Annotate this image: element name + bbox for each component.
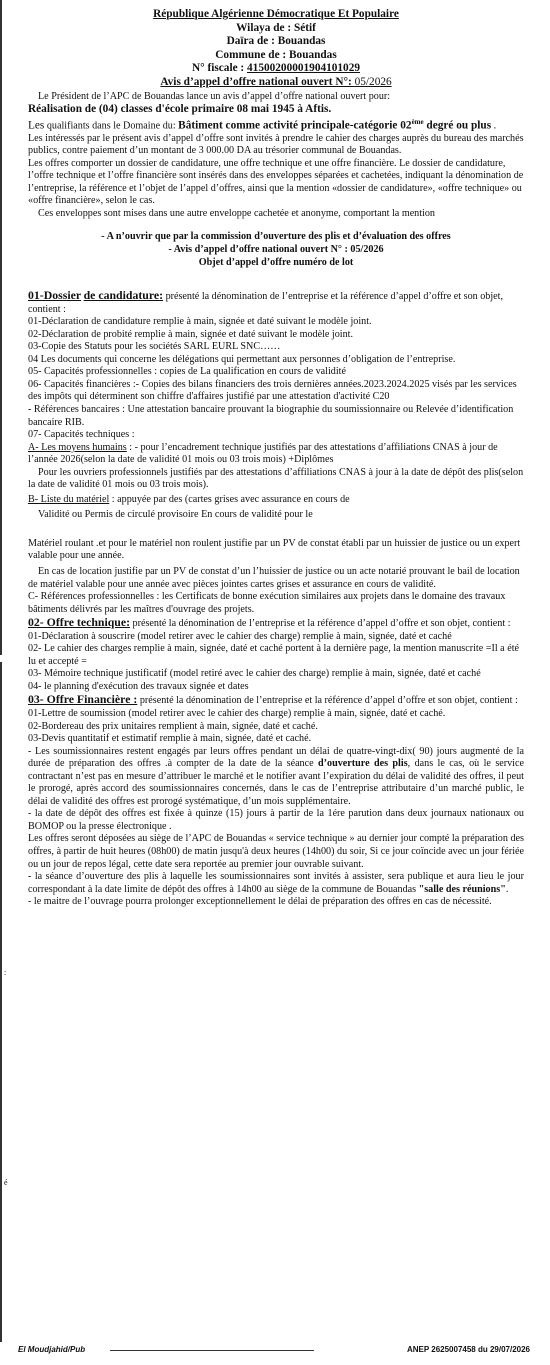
technique-lead: présenté la dénomination de l’entreprise et la référence d’appel d’offre et son objet, contient : [130,618,511,630]
engagement-bold: d’ouverture des plis [318,758,408,770]
section-offre-technique [28,616,524,693]
footer-reference: ANEP 2625007458 du 29/07/2026 [406,1345,530,1354]
seance-paragraph [28,871,524,896]
margin-mark: é [4,1178,8,1187]
references-paragraph: C- Références professionnelles : les Certificats de bonne exécution similaires aux projets dans le domaine des travaux bâtiments délivrés par les maîtres d'ouvrage des projets. [28,591,506,615]
dossier-title-a: 01-Dossier [28,288,82,303]
prolongation-paragraph: - le maitre de l’ouvrage pourra prolonger exceptionnellement le délai de préparation des offres en cas de nécessité. [28,896,492,908]
avis-title [28,76,524,90]
dossier-title-b: de candidature: [83,288,164,303]
commune-line: Commune de : Bouandas [215,48,337,61]
technique-item: 01-Déclaration à souscrire (model retirer avec le cahier des charge) remplie à main, signée, daté et caché [28,630,452,642]
left-column-rule-top [0,0,2,655]
deposees-paragraph: Les offres seront déposées au siège de l’APC de Bouandas « service technique » au dernier jour compté la préparation des offres, à partir de huit heures (08h00) de matin jusqu'à deux heures (14h00) du soir, Si ce jour coïncide avec un jour fériée ou un jour de repos légal, cette date sera reportée au premier jour ouvrable suivant. [28,833,524,870]
financiere-lead: présenté la dénomination de l’entreprise et la référence d’appel d’offre et son objet, contient : [137,695,518,707]
seance-bold: "salle des réunions" [418,883,506,895]
financiere-item: 02-Bordereau des prix unitaires remplient à main, signée, daté et caché. [28,720,318,732]
president-intro: Le Président de l’APC de Bouandas lance un avis d’appel d’offre national ouvert pour: [38,90,391,102]
nif-line [28,62,524,76]
dossier-item: - Références bancaires : Une attestation bancaire prouvant la biographie du soumissionnaire ou Relevée d’identification bancaire RIB. [28,403,514,428]
dossier-item: 06- Capacités financières :- Copies des bilans financiers des trois dernières années.2023.2024.2025 visés par les services des impôts qui déterminent son chiffre d'affaires justifié par une attestation d'activité C20 [28,378,517,403]
dossier-item: 03-Copie des Statuts pour les sociétés SARL EURL SNC…… [28,341,281,353]
qualification-end: . [491,120,497,132]
moyens-humains [28,442,524,467]
mention-line-1: - A n’ouvrir que par la commission d’ouverture des plis et d’évaluation des offres [101,231,451,243]
nif-label: N° fiscale : [192,62,248,75]
engagement-text-a: - Les soumissionnaires restent engagés par leurs offres pendant un délai de quatre-vingt-dix( 90) jours augmenté de la durée de préparation des offres .à compter de la date de la séance [28,745,524,770]
roulant-paragraph: Matériel roulant .et pour le matériel non roulent justifie par un PV de constat établi par un huissier de justice ou un expert valable pour une année. [28,537,521,562]
qualification-degree: degré ou plus [423,119,492,132]
footer-rule [110,1350,314,1351]
engagement-paragraph [28,746,524,809]
liste-materiel [28,494,524,507]
financiere-item: 03-Devis quantitatif et estimatif remplie à main, signée, daté et caché. [28,733,312,745]
nif-value: 41500200001904101029 [247,62,360,75]
financiere-heading [28,693,524,708]
seance-text-c: . [505,883,509,895]
dossier-item: 02-Déclaration de probité remplie à main, signée et daté suivant le modèle joint. [28,328,354,340]
project-title: Réalisation de (04) classes d'école primaire 08 mai 1945 à Aftis. [28,103,332,116]
moyens-text: : - pour l’encadrement technique justifiés par des attestations d’affiliations CNAS à jour de l’année 2026(selon la date de validité 01 mois ou 03 trois mois) +Diplômes [28,441,498,466]
financiere-title: 03- Offre Financière : [28,692,138,707]
depot-paragraph: - la date de dépôt des offres est fixée à quinze (15) jours à partir de la 1ére parution dans deux journaux nationaux ou BOMOP ou la presse électronique . [28,808,524,832]
technique-item: 04- le planning d'exécution des travaux signée et dates [28,680,249,692]
wilaya-line: Wilaya de : Sétif [236,21,316,34]
tender-notice [28,8,524,909]
moyens-label: A- Les moyens humains [28,441,127,453]
ouvriers-paragraph: Pour les ouvriers professionnels justifiés par des attestations d’affiliations CNAS à jour à la date de dépôt des plis(selon la date de validité 01 mois ou 03 trois mois). [28,466,524,491]
qualification-line [28,116,524,133]
financiere-item: 01-Lettre de soumission (model retirer avec le cahier des charge) remplie à main, signée, daté et caché. [28,708,446,719]
republic-title: République Algérienne Démocratique Et Populaire [153,8,399,20]
enveloppes-paragraph: Ces enveloppes sont mises dans une autre enveloppe cachetée et anonyme, comportant la mention [38,207,435,219]
cahier-paragraph: Les intéressés par le présent avis d’appel d’offre sont invités à prendre le cahier des charges auprès du bureau des marchés publics, contre paiement d’un montant de 3 000.00 DA au trésorier communal de Bouandas. [28,132,524,157]
location-paragraph: En cas de location justifie par un PV de constat d’un l’huissier de justice ou un acte notarié prouvant le bail de location de matériel valable pour une année avec pièces jointes cartes grises et assurance en cours de validité. [28,565,520,590]
qualification-domain: Bâtiment comme activité principale-catégorie 02 [178,119,412,132]
validite-line: Validité ou Permis de circulé provisoire En cours de validité pour le [38,509,313,521]
technique-title: 02- Offre technique: [28,615,131,630]
dossier-item: 07- Capacités techniques : [28,429,135,441]
offres-paragraph: Les offres comporter un dossier de candidature, une offre technique et une offre financière. Le dossier de candidature, l’offre technique et l’offre financière sont insérés dans des enveloppes séparées et cachetées, indiquant la dénomination de l’entreprise, la référence et l’objet de l’appel d’offres, ainsi que la mention «dossier de candidature», «offre technique» ou «offre financière», selon le cas. [28,157,524,207]
left-column-rule-bottom [0,662,2,1342]
engagement-text-c: , dans le cas, où le service contractant n’est pas en mesure d’attribuer le marché et le notifier avant l’expiration du délai de validité des offres, il peut le prorogé, après accord des soumissionnaires concernés, dans le cas de l’entreprise attributaire d’un marché public, le délai de validité des offres est prorogé systématique, d’un mois supplémentaire. [28,758,524,807]
qualification-sup: ème [411,117,424,126]
qualification-text: qualifiants dans le Domaine du: [44,120,179,132]
dossier-lead: présenté la dénomination de l’entreprise et la référence d’appel d’offre et son objet, contient : [28,291,504,315]
materiel-text: : appuyée par des (cartes grises avec assurance en cours de [109,493,350,505]
footer-publisher: El Moudjahid/Pub [18,1345,86,1354]
mention-line-3: Objet d’appel d’offre numéro de lot [198,256,354,268]
technique-item: 03- Mémoire technique justificatif (model retiré avec le cahier des charge) remplie à main, signée, daté et caché [28,668,481,680]
page-footer [18,1345,530,1357]
notice-header [28,8,524,90]
qualification-lead: Les [28,119,45,132]
dossier-item: 01-Déclaration de candidature remplie à main, signée et daté suivant le modèle joint. [28,316,372,328]
margin-mark: : [4,968,7,977]
dossier-item: 04 Les documents qui concerne les délégations qui permettant aux personnes d’obligation de l’entreprise. [28,353,456,365]
daira-line: Daïra de : Bouandas [226,35,326,48]
materiel-label: B- Liste du matériel [28,493,110,505]
mention-line-2: - Avis d’appel d’offre national ouvert N° : 05/2026 [168,243,384,255]
technique-heading [28,616,524,631]
avis-number: 05/2026 [354,75,392,88]
dossier-item: 05- Capacités professionnelles : copies de La qualification en cours de validité [28,366,346,378]
dossier-heading [28,289,524,316]
seance-text-a: - la séance d’ouverture des plis à laquelle les soumissionnaires sont invités à assister, sera publique et aura lieu le jour correspondant à la date limite de dépôt des offres à 14h00 au siège de la commune de Bouandas [28,871,524,895]
technique-item: 02- Le cahier des charges remplie à main, signée, daté et caché portent à la dernière page, la mention manuscrite =Il a été lu et accepté = [28,643,520,667]
avis-title-text: Avis d’appel d’offre national ouvert N°: [160,75,355,88]
section-offre-financiere [28,693,524,908]
section-dossier-candidature [28,289,524,616]
envelope-mention [28,231,524,269]
